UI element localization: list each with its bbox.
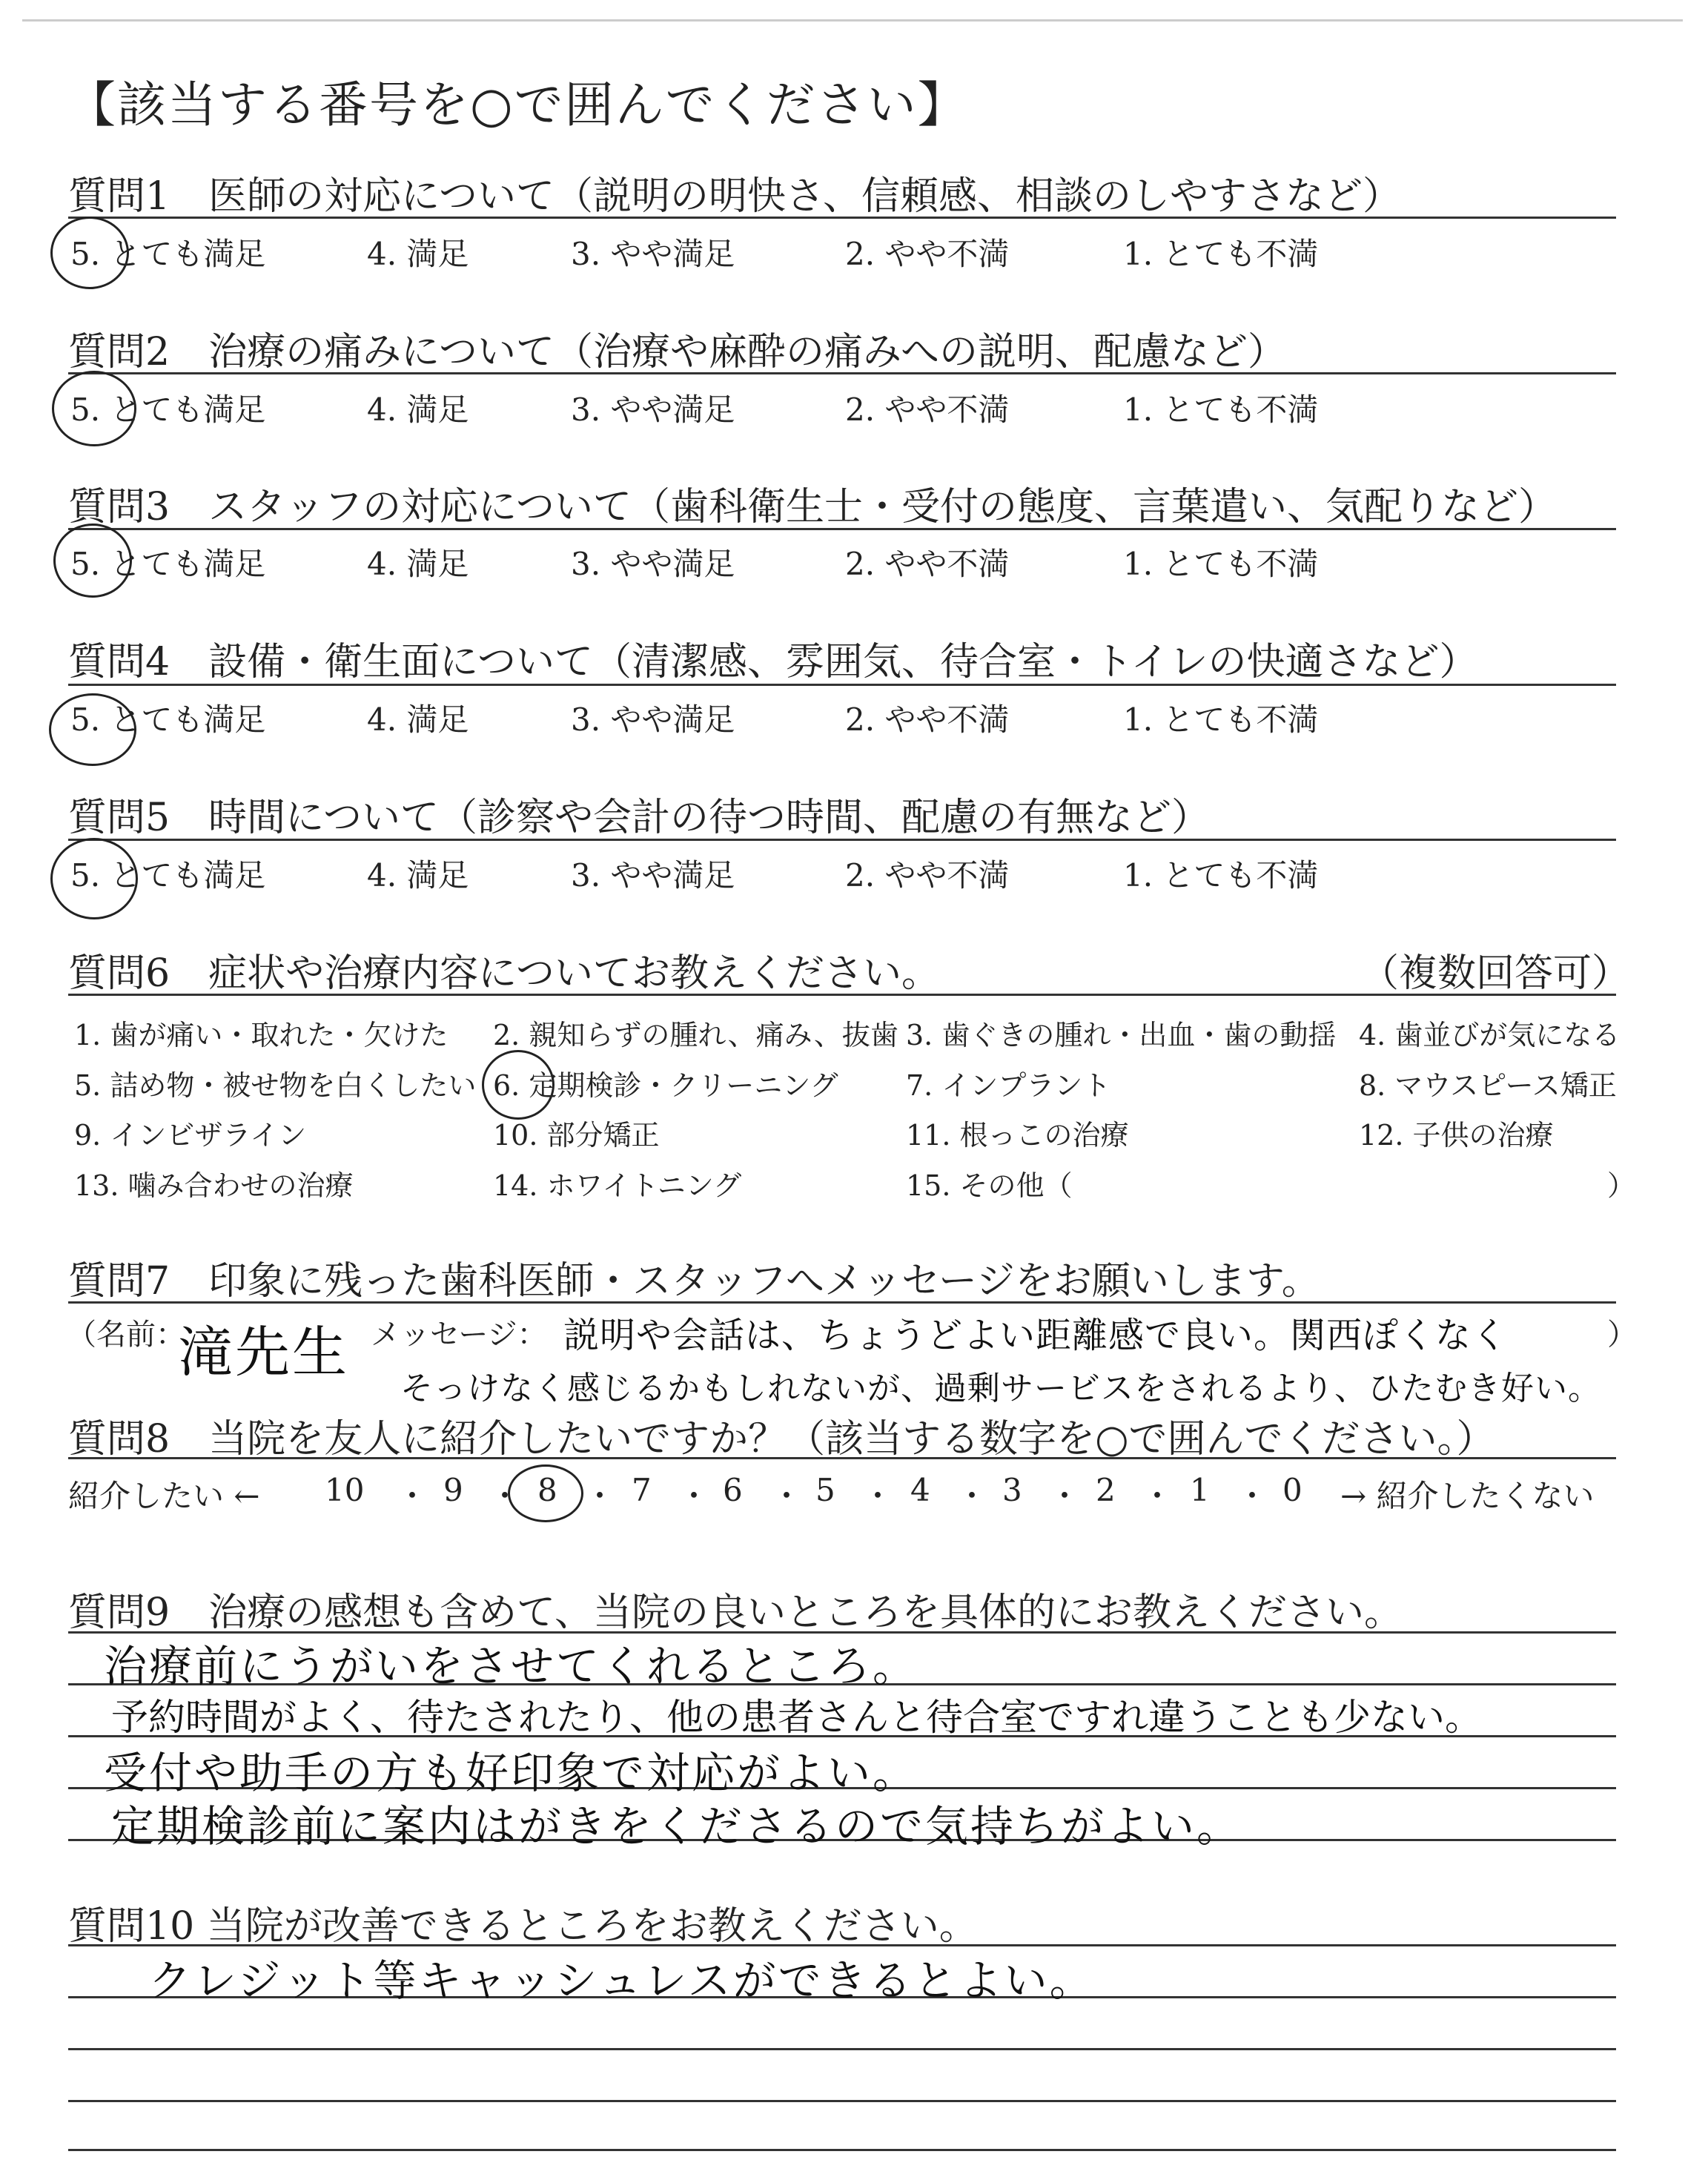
q3-selection-circle xyxy=(53,524,132,598)
question-10-label: 質問10 当院が改善できるところをお教えください。 xyxy=(68,1904,978,1949)
question-4-label: 質問4 設備・衛生面について（清潔感、雰囲気、待合室・トイレの快適さなど） xyxy=(68,640,1478,684)
q6-option-5[interactable]: 5. 詰め物・被せ物を白くしたい xyxy=(74,1069,477,1102)
q6-option-6[interactable]: 6. 定期検診・クリーニング xyxy=(493,1069,838,1102)
q8-dot: ・ xyxy=(1142,1478,1174,1514)
q8-selection-circle xyxy=(508,1464,583,1522)
question-7-label: 質問7 印象に残った歯科医師・スタッフへメッセージをお願いします。 xyxy=(68,1259,1320,1304)
q8-scale-0[interactable]: 0 xyxy=(1282,1472,1302,1508)
page-top-border xyxy=(22,19,1683,22)
q6-option-8[interactable]: 8. マウスピース矯正 xyxy=(1359,1069,1617,1102)
question-10-rule-3 xyxy=(68,2048,1616,2050)
q8-dot: ・ xyxy=(1237,1478,1268,1514)
q4-option-4[interactable]: 4. 満足 xyxy=(367,701,469,738)
q4-option-1[interactable]: 1. とても不満 xyxy=(1123,701,1319,738)
q6-option-13[interactable]: 13. 噛み合わせの治療 xyxy=(74,1169,354,1202)
q8-dot: ・ xyxy=(489,1478,521,1514)
q8-scale-6[interactable]: 6 xyxy=(723,1472,743,1508)
question-6-label: 質問6 症状や治療内容についてお教えください。 xyxy=(68,951,941,996)
q4-option-2[interactable]: 2. やや不満 xyxy=(845,701,1010,738)
q3-option-5[interactable]: 5. とても満足 xyxy=(70,546,266,582)
q1-selection-circle xyxy=(50,217,129,289)
q8-dot: ・ xyxy=(1049,1478,1081,1514)
q8-left-label: 紹介したい ← xyxy=(68,1478,260,1514)
q8-dot: ・ xyxy=(771,1478,803,1514)
q9-answer-line-2[interactable]: 予約時間がよく、待たされたり、他の患者さんと待合室ですれ違うことも少ない。 xyxy=(111,1696,1482,1739)
question-4-rule xyxy=(68,684,1616,686)
q5-option-5[interactable]: 5. とても満足 xyxy=(70,857,266,894)
q8-scale-1[interactable]: 1 xyxy=(1190,1472,1210,1508)
q8-scale-5[interactable]: 5 xyxy=(815,1472,835,1508)
q8-scale-7[interactable]: 7 xyxy=(632,1472,652,1508)
q8-scale-2[interactable]: 2 xyxy=(1096,1472,1116,1508)
q8-dot: ・ xyxy=(397,1478,428,1514)
q6-option-14[interactable]: 14. ホワイトニング xyxy=(493,1169,742,1202)
q6-option-2[interactable]: 2. 親知らずの腫れ、痛み、抜歯 xyxy=(493,1019,898,1051)
q8-dot: ・ xyxy=(862,1478,894,1514)
q7-close-paren: ） xyxy=(1607,1318,1637,1352)
q5-option-1[interactable]: 1. とても不満 xyxy=(1123,857,1319,894)
q8-scale-4[interactable]: 4 xyxy=(910,1472,930,1508)
q1-option-4[interactable]: 4. 満足 xyxy=(367,236,469,272)
q3-option-3[interactable]: 3. やや満足 xyxy=(571,546,735,582)
q6-option-4[interactable]: 4. 歯並びが気になる xyxy=(1359,1019,1621,1051)
q3-option-2[interactable]: 2. やや不満 xyxy=(845,546,1010,582)
q8-scale-10[interactable]: 10 xyxy=(325,1472,365,1508)
q7-name-value[interactable]: 滝先生 xyxy=(178,1321,349,1384)
q5-option-2[interactable]: 2. やや不満 xyxy=(845,857,1010,894)
q5-option-4[interactable]: 4. 満足 xyxy=(367,857,469,894)
question-5-label: 質問5 時間について（診察や会計の待つ時間、配慮の有無など） xyxy=(68,796,1211,840)
question-8-rule xyxy=(68,1457,1616,1459)
question-8-label: 質問8 当院を友人に紹介したいですか？（該当する数字を○で囲んでください。） xyxy=(68,1417,1495,1462)
q6-selection-circle xyxy=(482,1050,555,1120)
q2-option-2[interactable]: 2. やや不満 xyxy=(845,392,1010,428)
q7-message-line-1[interactable]: 説明や会話は、ちょうどよい距離感で良い。関西ぽくなく xyxy=(563,1315,1509,1356)
q3-option-1[interactable]: 1. とても不満 xyxy=(1123,546,1319,582)
question-5-rule xyxy=(68,839,1616,841)
q1-option-2[interactable]: 2. やや不満 xyxy=(845,236,1010,272)
q7-name-label: （名前： xyxy=(67,1318,185,1352)
question-6-rule xyxy=(68,994,1616,996)
q6-option-10[interactable]: 10. 部分矯正 xyxy=(493,1119,660,1152)
q5-option-3[interactable]: 3. やや満足 xyxy=(571,857,735,894)
q8-dot: ・ xyxy=(584,1478,616,1514)
question-10-rule-5 xyxy=(68,2149,1616,2151)
q1-option-3[interactable]: 3. やや満足 xyxy=(571,236,735,272)
q8-dot: ・ xyxy=(956,1478,988,1514)
question-3-rule xyxy=(68,528,1616,530)
q7-message-label: メッセージ： xyxy=(371,1318,547,1352)
q4-option-5[interactable]: 5. とても満足 xyxy=(70,701,266,738)
question-1-rule xyxy=(68,217,1616,219)
question-3-label: 質問3 スタッフの対応について（歯科衛生士・受付の態度、言葉遣い、気配りなど） xyxy=(68,485,1558,529)
q1-option-5[interactable]: 5. とても満足 xyxy=(70,236,266,272)
question-2-rule xyxy=(68,372,1616,374)
q8-scale-9[interactable]: 9 xyxy=(443,1472,463,1508)
q9-answer-line-4[interactable]: 定期検診前に案内はがきをくださるので気持ちがよい。 xyxy=(111,1801,1242,1852)
question-10-rule-4 xyxy=(68,2100,1616,2102)
q6-option-11[interactable]: 11. 根っこの治療 xyxy=(906,1119,1129,1152)
q6-option-15-close: ） xyxy=(1607,1169,1636,1202)
q4-option-3[interactable]: 3. やや満足 xyxy=(571,701,735,738)
q6-option-1[interactable]: 1. 歯が痛い・取れた・欠けた xyxy=(74,1019,448,1051)
q7-message-line-2[interactable]: そっけなく感じるかもしれないが、過剰サービスをされるより、ひたむき好い。 xyxy=(400,1370,1601,1407)
q9-answer-line-3[interactable]: 受付や助手の方も好印象で対応がよい。 xyxy=(104,1748,918,1798)
q2-option-1[interactable]: 1. とても不満 xyxy=(1123,392,1319,428)
q5-selection-circle xyxy=(50,838,138,919)
q1-option-1[interactable]: 1. とても不満 xyxy=(1123,236,1319,272)
q4-selection-circle xyxy=(49,693,136,766)
q2-selection-circle xyxy=(52,371,136,446)
page-title: 【該当する番号を○で囲んでください】 xyxy=(67,76,968,133)
q9-answer-line-1[interactable]: 治療前にうがいをさせてくれるところ。 xyxy=(104,1641,918,1691)
q2-option-5[interactable]: 5. とても満足 xyxy=(70,392,266,428)
q3-option-4[interactable]: 4. 満足 xyxy=(367,546,469,582)
q6-option-15[interactable]: 15. その他（ xyxy=(906,1169,1073,1202)
q10-answer-line-1[interactable]: クレジット等キャッシュレスができるとよい。 xyxy=(148,1955,1095,2006)
q8-scale-8[interactable]: 8 xyxy=(537,1472,557,1508)
q6-option-3[interactable]: 3. 歯ぐきの腫れ・出血・歯の動揺 xyxy=(906,1019,1337,1051)
question-9-label: 質問9 治療の感想も含めて、当院の良いところを具体的にお教えください。 xyxy=(68,1591,1403,1635)
q8-dot: ・ xyxy=(678,1478,710,1514)
question-1-label: 質問1 医師の対応について（説明の明快さ、信頼感、相談のしやすさなど） xyxy=(68,174,1401,219)
question-6-note: （複数回答可） xyxy=(1360,951,1631,996)
q6-option-12[interactable]: 12. 子供の治療 xyxy=(1359,1119,1554,1152)
q2-option-3[interactable]: 3. やや満足 xyxy=(571,392,735,428)
q6-option-7[interactable]: 7. インプラント xyxy=(906,1069,1111,1102)
q2-option-4[interactable]: 4. 満足 xyxy=(367,392,469,428)
question-2-label: 質問2 治療の痛みについて（治療や麻酔の痛みへの説明、配慮など） xyxy=(68,330,1287,374)
q8-scale-3[interactable]: 3 xyxy=(1002,1472,1022,1508)
q6-option-9[interactable]: 9. インビザライン xyxy=(74,1119,307,1152)
question-7-rule xyxy=(68,1301,1616,1304)
q8-right-label: → 紹介したくない xyxy=(1340,1478,1595,1514)
